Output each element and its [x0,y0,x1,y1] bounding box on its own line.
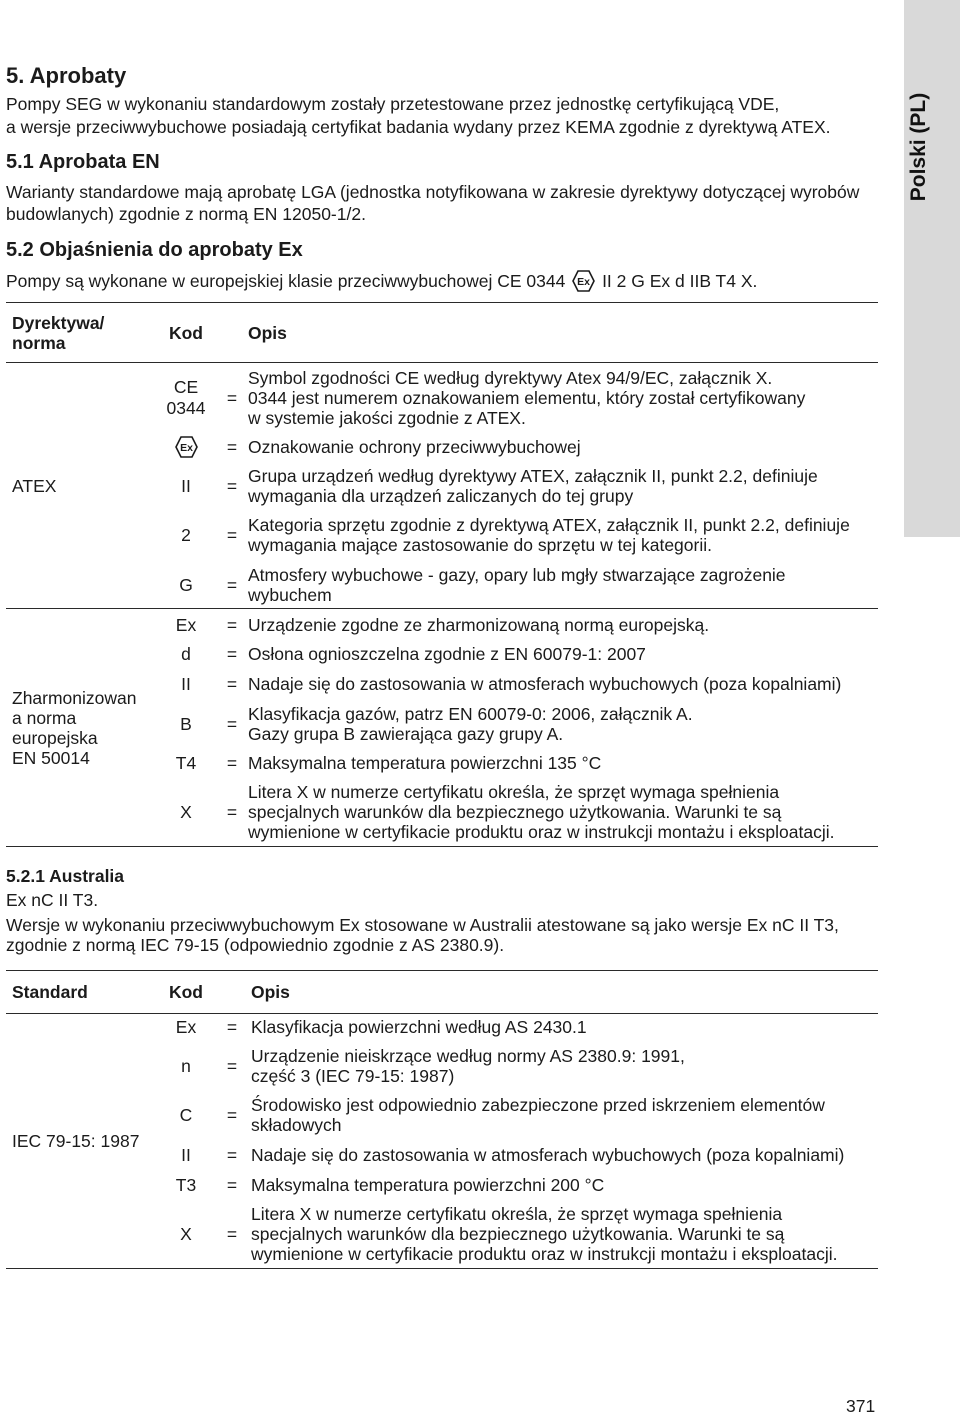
description-line: Oznakowanie ochrony przeciwwybuchowej [248,437,581,457]
table-row [0,615,878,635]
equals-sign: = [226,714,238,734]
equals-sign: = [226,615,238,635]
group-label-line: europejska [12,727,98,748]
equals-sign: = [226,476,238,496]
description-cell [248,515,850,555]
table-top-rule [6,302,878,303]
description-line: Grupa urządzeń według dyrektywy ATEX, załącznik II, punkt 2.2, definiuje [248,466,818,486]
code-line: 0344 [166,398,206,418]
description-cell: Nadaje się do zastosowania w atmosferach wybuchowych (poza kopalniami) [251,1145,845,1165]
language-tab-label: Polski (PL) [907,92,930,202]
paragraph-line: zgodnie z normą IEC 79-15 (odpowiednio zgodnie z AS 2380.9). [6,935,505,955]
description-cell [248,565,786,605]
group-label-line: IEC 79-15: 1987 [12,1131,140,1151]
table-row [0,644,878,664]
description-line: w systemie jakości zgodnie z ATEX. [248,408,526,428]
description-cell: Urządzenie zgodne ze zharmonizowaną normą europejską. [248,615,710,635]
equals-sign: = [226,1105,238,1125]
description-line: wymagania mające zastosowanie do sprzętu w tej kategorii. [248,535,712,555]
group-label-line: EN 50014 [12,747,90,768]
table-row [0,1095,878,1135]
header-description: Opis [251,982,290,1002]
ex-class-statement [6,270,757,292]
description-line: specjalnych warunków dla bezpiecznego użytkowania. Warunki te są [251,1224,785,1244]
subsection-title: 5.2 Objaśnienia do aprobaty Ex [6,239,303,261]
table-row [0,782,878,842]
table-row [0,368,878,428]
description-line: Kategoria sprzętu zgodnie z dyrektywą ATEX, załącznik II, punkt 2.2, definiuje [248,515,850,535]
paragraph-line: budowlanych) zgodnie z normą EN 12050-1/2. [6,204,366,224]
group-label-line: ATEX [12,475,57,496]
paragraph-line: Wersje w wykonaniu przeciwwybuchowym Ex stosowane w Australii atestowane są jako wersje Ex nC II T3, [6,915,839,935]
subsection-title: 5.2.1 Australia [6,866,125,886]
subsection-paragraph [6,915,839,955]
code-cell [150,436,222,458]
header-description: Opis [248,323,287,343]
code-cell: 2 [181,525,191,545]
description-line: Klasyfikacja gazów, patrz EN 60079-0: 2006, załącznik A. [248,704,693,724]
table-row [0,753,878,773]
description-cell [251,1204,838,1264]
code-cell: X [180,802,192,822]
ex-mark-text: Ex [179,442,193,454]
header-standard: Standard [12,982,88,1002]
code-line: CE [173,377,199,397]
code-cell: C [179,1105,193,1125]
table-group-rule [6,608,878,609]
description-line: wybuchem [248,585,332,605]
description-line: 0344 jest numerem oznakowaniem elementu, który został certyfikowany [248,388,806,408]
table-row [0,565,878,605]
description-cell [248,704,693,744]
code-cell: B [180,714,192,734]
equals-sign: = [226,1224,238,1244]
subsection-paragraph [6,181,859,225]
table-bottom-rule [6,1268,878,1269]
table-row [0,1046,878,1086]
table-row [0,466,878,506]
description-line: Litera X w numerze certyfikatu określa, że sprzęt wymaga spełnienia [248,782,780,802]
description-line: składowych [251,1115,342,1135]
ex-hexagon-icon [572,270,595,292]
section-paragraph [6,93,831,139]
header-line: Dyrektywa/ [12,313,105,333]
ex-mark-text: Ex [577,276,591,288]
equals-sign: = [226,388,238,408]
paragraph-line: a wersje przeciwwybuchowe posiadają certyfikat badania wydany przez KEMA zgodnie z dyrektywą ATEX. [6,117,831,137]
ex-hexagon-icon [175,436,198,458]
code-cell [150,377,222,419]
description-line: Symbol zgodności CE według dyrektywy Atex 94/9/EC, załącznik X. [248,368,773,388]
equals-sign: = [226,575,238,595]
header-norm [12,313,104,353]
description-cell [248,437,581,457]
code-cell: G [179,575,193,595]
description-cell: Nadaje się do zastosowania w atmosferach wybuchowych (poza kopalniami) [248,674,842,694]
section-title: 5. Aprobaty [6,63,127,88]
description-cell [248,782,835,842]
description-line: Gazy grupa B zawierająca gazy grupy A. [248,724,564,744]
description-line: część 3 (IEC 79-15: 1987) [251,1066,455,1086]
description-cell: Osłona ognioszczelna zgodnie z EN 60079-1: 2007 [248,644,646,664]
header-line: norma [12,333,66,353]
equals-sign: = [226,525,238,545]
description-line: Litera X w numerze certyfikatu określa, że sprzęt wymaga spełnienia [251,1204,783,1224]
equals-sign: = [226,802,238,822]
code-cell: II [181,1145,191,1165]
table-row [0,515,878,555]
code-cell: d [181,644,191,664]
description-cell: Maksymalna temperatura powierzchni 135 °C [248,753,602,773]
description-line: wymagania dla urządzeń zaliczanych do tej grupy [248,486,634,506]
subsection-title: 5.1 Aprobata EN [6,151,160,173]
paragraph-line: Warianty standardowe mają aprobatę LGA (jednostka notyfikowana w zakresie dyrektywy dotyczącej wyrobów [6,182,860,202]
description-cell [251,1095,825,1135]
header-code: Kod [168,323,204,343]
code-cell: T3 [175,1175,197,1195]
equals-sign: = [226,1056,238,1076]
table-row [0,1204,878,1264]
description-cell: Klasyfikacja powierzchni według AS 2430.1 [251,1017,587,1037]
table-row [0,704,878,744]
code-cell: Ex [175,615,197,635]
paragraph-line: Pompy SEG w wykonaniu standardowym zostały przetestowane przez jednostkę certyfikującą VDE, [6,94,780,114]
description-line: wymienione w certyfikacie produktu oraz w instrukcji montażu i eksploatacji. [248,822,835,842]
description-line: Urządzenie nieiskrzące według normy AS 2380.9: 1991, [251,1046,685,1066]
code-cell: Ex [175,1017,197,1037]
statement-text: Pompy są wykonane w europejskiej klasie przeciwwybuchowej CE 0344 [6,271,566,291]
description-line: Atmosfery wybuchowe - gazy, opary lub mgły stwarzające zagrożenie [248,565,786,585]
table-row [0,1145,878,1165]
language-side-tab [904,0,960,537]
equals-sign: = [226,644,238,664]
equals-sign: = [226,1145,238,1165]
equals-sign: = [226,1017,238,1037]
equals-sign: = [226,437,238,457]
group-label-line: Zharmonizowan [12,687,137,708]
description-line: specjalnych warunków dla bezpiecznego użytkowania. Warunki te są [248,802,782,822]
table-header-rule [6,362,878,363]
description-cell: Maksymalna temperatura powierzchni 200 °C [251,1175,605,1195]
table-row [0,437,878,457]
description-line: wymienione w certyfikacie produktu oraz w instrukcji montażu i eksploatacji. [251,1244,838,1264]
table-bottom-rule [6,846,878,847]
description-line: Środowisko jest odpowiednio zabezpieczone przed iskrzeniem elementów [251,1095,825,1115]
code-cell: II [181,674,191,694]
description-cell [248,368,805,428]
code-cell: X [180,1224,192,1244]
table-row [0,1017,878,1037]
statement-text: II 2 G Ex d IIB T4 X. [602,271,758,291]
page-number: 371 [846,1396,876,1416]
header-code: Kod [168,982,204,1002]
table-row [0,674,878,694]
equals-sign: = [226,753,238,773]
table-top-rule [6,970,878,971]
description-cell [251,1046,685,1086]
group-label-line: a norma [12,707,77,728]
equals-sign: = [226,674,238,694]
code-cell: T4 [175,753,197,773]
description-cell [248,466,818,506]
equals-sign: = [226,1175,238,1195]
table-row [0,1175,878,1195]
code-cell: n [181,1056,191,1076]
code-cell: II [181,476,191,496]
subsection-subtitle: Ex nC II T3. [6,890,99,910]
